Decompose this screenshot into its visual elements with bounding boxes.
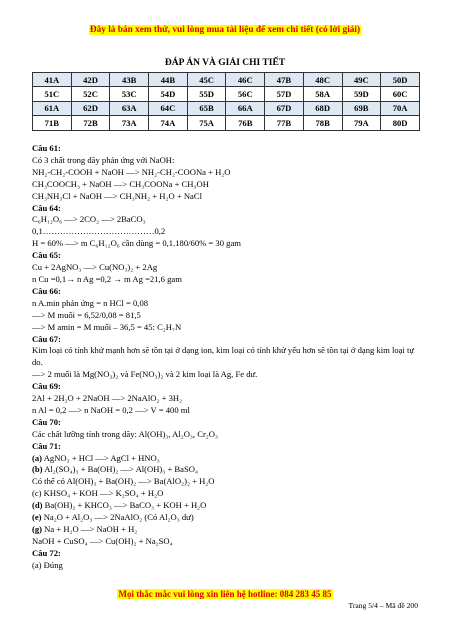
question-heading: Câu 67: bbox=[32, 333, 61, 344]
page-title: ĐÁP ÁN VÀ GIẢI CHI TIẾT bbox=[164, 58, 286, 68]
answer-cell: 52C bbox=[71, 87, 110, 101]
answer-cell: 46C bbox=[226, 73, 265, 87]
hotline-footer: Mọi thắc mắc vui lòng xin liên hệ hotline: 084 283 45 85 bbox=[118, 589, 332, 599]
question-heading: Câu 70: bbox=[32, 416, 61, 427]
page-number: Trang 5/4 – Mã đề 200 bbox=[348, 601, 418, 610]
solution-line: n A.min phản ứng = n HCl = 0,08 bbox=[32, 297, 149, 308]
solution-line: n Al = 0,2 —> n NaOH = 0,2 —> V = 400 ml bbox=[32, 404, 190, 415]
answer-cell: 47B bbox=[265, 73, 304, 87]
question-heading: Câu 65: bbox=[32, 250, 61, 261]
answer-cell: 50D bbox=[381, 73, 420, 87]
answer-cell: 75A bbox=[187, 116, 226, 130]
solution-line: CH₃NH₃Cl + NaOH —> CH₃NH₂ + H₂O + NaCl bbox=[32, 190, 202, 201]
solution-line: (a) AgNO₃ + HCl —> AgCl + HNO₃ bbox=[32, 452, 160, 463]
answer-cell: 77B bbox=[265, 116, 304, 130]
solution-line: (e) Na₂O + Al₂O₃ —> 2NaAlO₂ (Có Al₂O₃ dư) bbox=[32, 512, 194, 523]
answer-cell: 62D bbox=[71, 101, 110, 115]
answer-row bbox=[33, 116, 420, 130]
solution-line: Có 3 chất trong dãy phản ứng với NaOH: bbox=[32, 154, 175, 165]
preview-banner: Đây là bản xem thử, vui lòng mua tài liệu để xem chi tiết (có lời giải) bbox=[89, 25, 361, 35]
answer-cell: 48C bbox=[303, 73, 342, 87]
answer-cell: 64C bbox=[149, 101, 188, 115]
answer-cell: 53C bbox=[110, 87, 149, 101]
answer-cell: 63A bbox=[110, 101, 149, 115]
question-heading: Câu 72: bbox=[32, 547, 61, 558]
answer-cell: 71B bbox=[33, 116, 72, 130]
answer-cell: 57D bbox=[265, 87, 304, 101]
answer-cell: 78B bbox=[303, 116, 342, 130]
answer-cell: 72B bbox=[71, 116, 110, 130]
answer-cell: 43B bbox=[110, 73, 149, 87]
answer-cell: 51C bbox=[33, 87, 72, 101]
answer-cell: 56C bbox=[226, 87, 265, 101]
answer-cell: 61A bbox=[33, 101, 72, 115]
answer-cell: 69B bbox=[342, 101, 381, 115]
question-heading: Câu 71: bbox=[32, 440, 61, 451]
answer-cell: 59D bbox=[342, 87, 381, 101]
question-heading: Câu 66: bbox=[32, 285, 61, 296]
solution-line: H = 60% —> m C₆H₁₂O₆ cần dùng = 0,1.180/60% = 30 gam bbox=[32, 238, 241, 249]
answer-cell: 54D bbox=[149, 87, 188, 101]
solution-line: 2Al + 2H₂O + 2NaOH —> 2NaAlO₂ + 3H₂ bbox=[32, 393, 183, 404]
solution-line: —> M amin = M muối – 36,5 = 45: C₂H₇N bbox=[32, 321, 182, 332]
answer-cell: 41A bbox=[33, 73, 72, 87]
answer-cell: 76B bbox=[226, 116, 265, 130]
solution-line: Các chất lưỡng tính trong dãy: Al(OH)₃, Al₂O₃, Cr₂O₃ bbox=[32, 428, 219, 439]
answer-cell: 45C bbox=[187, 73, 226, 87]
answer-row bbox=[33, 101, 420, 115]
solution-line: CH₃COOCH₃ + NaOH —> CH₃COONa + CH₃OH bbox=[32, 178, 209, 189]
solution-line: (c) KHSO₄ + KOH —> K₂SO₄ + H₂O bbox=[32, 488, 164, 499]
solution-content bbox=[32, 143, 424, 572]
answer-cell: 60C bbox=[381, 87, 420, 101]
answer-cell: 79A bbox=[342, 116, 381, 130]
answer-cell: 67D bbox=[265, 101, 304, 115]
answer-row bbox=[33, 73, 420, 87]
answer-cell: 74A bbox=[149, 116, 188, 130]
solution-line: NaOH + CuSO₄ —> Cu(OH)₂ + Na₂SO₄ bbox=[32, 535, 173, 546]
question-heading: Câu 61: bbox=[32, 143, 61, 153]
solution-line: (g) Na + H₂O —> NaOH + H₂ bbox=[32, 524, 138, 534]
answer-cell: 65B bbox=[187, 101, 226, 115]
answer-cell: 80D bbox=[381, 116, 420, 130]
solution-line: Cu + 2AgNO₃ —> Cu(NO₃)₂ + 2Ag bbox=[32, 262, 158, 273]
answer-cell: 58A bbox=[303, 87, 342, 101]
solution-line: C₆H₁₂O₆ —> 2CO₂ —> 2BaCO₃ bbox=[32, 214, 146, 225]
answer-cell: 68D bbox=[303, 101, 342, 115]
answer-row bbox=[33, 87, 420, 101]
answer-cell: 44B bbox=[149, 73, 188, 87]
answer-cell: 73A bbox=[110, 116, 149, 130]
solution-line: —> M muối = 6,52/0,08 = 81,5 bbox=[32, 309, 141, 320]
solution-line: NH₂-CH₂-COOH + NaOH —> NH₂-CH₂-COONa + H₂O bbox=[32, 166, 231, 177]
solution-line: 0,1…………………………………0,2 bbox=[32, 226, 166, 237]
answer-table bbox=[32, 72, 420, 131]
answer-cell: 49C bbox=[342, 73, 381, 87]
answer-cell: 42D bbox=[71, 73, 110, 87]
solution-line: (d) Ba(OH)₂ + KHCO₃ —> BaCO₃ + KOH + H₂O bbox=[32, 500, 207, 511]
answer-cell: 55D bbox=[187, 87, 226, 101]
solution-line: (b) Al₂(SO₄)₃ + Ba(OH)₂ —> Al(OH)₃ + BaSO₄ bbox=[32, 464, 198, 475]
solution-line: n Cu =0,1→ n Ag =0,2 → m Ag =21,6 gam bbox=[32, 273, 182, 284]
answer-cell: 70A bbox=[381, 101, 420, 115]
solution-line: Kim loại có tính khử mạnh hơn sẽ tồn tại ở dạng ion, kim loại có tính khử yếu hơn sẽ tồn tại ở dạng kim loại tự do. bbox=[32, 345, 415, 368]
answer-cell: 66A bbox=[226, 101, 265, 115]
solution-line: —> 2 muối là Mg(NO₃)₂ và Fe(NO₃)₂ và 2 kim loại là Ag, Fe dư. bbox=[32, 369, 258, 380]
solution-line: Có thể có Al(OH)₃ + Ba(OH)₂ —> Ba(AlO₂)₂ + H₂O bbox=[32, 476, 215, 487]
question-heading: Câu 69: bbox=[32, 381, 61, 392]
solution-line: (a) Đúng bbox=[32, 559, 63, 570]
question-heading: Câu 64: bbox=[32, 202, 61, 213]
